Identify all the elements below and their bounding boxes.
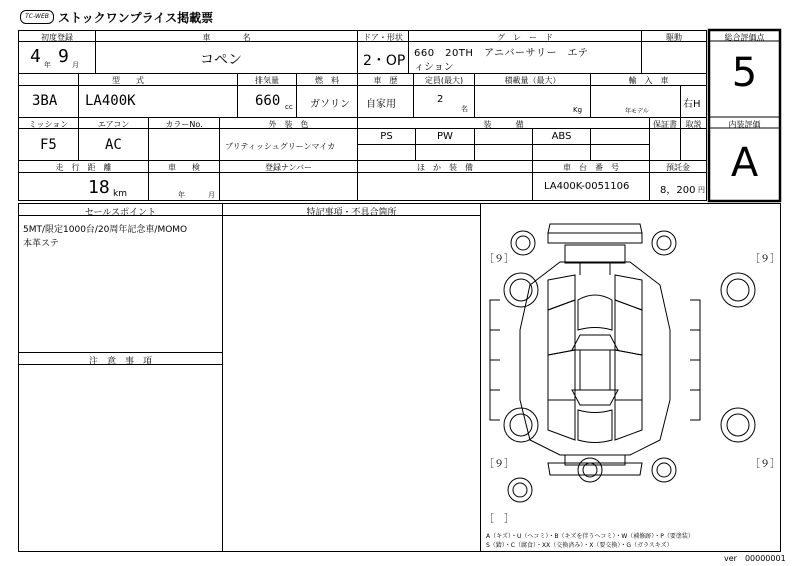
header [0, 0, 800, 30]
label-capacity: 定員(最大) [424, 76, 464, 85]
label-fuel: 燃 料 [315, 76, 339, 85]
insp-month-unit: 月 [208, 191, 215, 199]
legend-line-1: A（キズ）・U（ヘコミ）・B（キズを伴うヘコミ）・W（補修跡）・P（要塗装） [486, 533, 694, 540]
car-damage-diagram [490, 224, 755, 502]
steering-value: 右H [683, 99, 701, 110]
diagram-rear-left: ［９］ [484, 459, 514, 470]
mission-value: F5 [40, 137, 57, 153]
displacement-unit: cc [285, 103, 293, 111]
diagram-front-left: ［９］ [484, 254, 514, 265]
equip-abs: ABS [551, 131, 572, 142]
label-chassis-no: 車 台 番 号 [563, 163, 619, 172]
label-other-equipment: ほ か 装 備 [417, 163, 473, 172]
label-reg-number: 登録ナンバー [264, 163, 313, 172]
diagram-front-right: ［９］ [750, 254, 780, 265]
legend-line-2: S（錆）・C（腐食）・XX（交換済み）・X（要交換）・G（ガラスキズ） [486, 542, 673, 549]
label-import: 輸 入 車 [628, 76, 669, 85]
label-equipment: 装 備 [483, 120, 524, 129]
diagram-rear-right: ［９］ [750, 459, 780, 470]
displacement-value: 660 [255, 93, 281, 109]
label-mission: ミッション [28, 120, 69, 129]
label-manual: 取説 [685, 120, 702, 129]
diagram-spare: ［ ］ [484, 514, 514, 525]
label-first-reg: 初度登録 [41, 33, 73, 42]
equip-ps: PS [380, 131, 393, 142]
label-drive: 駆動 [666, 33, 682, 42]
fuel-value: ガソリン [310, 99, 350, 110]
model-code: LA400K [85, 93, 136, 109]
label-color-no: カラーNo. [165, 120, 203, 129]
label-caution: 注 意 事 項 [88, 357, 152, 367]
label-interior-score: 内装評価 [728, 120, 761, 129]
interior-score: A [730, 140, 759, 186]
insp-year-unit: 年 [178, 191, 185, 199]
label-reserve-fee: 預託金 [666, 163, 690, 172]
overall-score: 5 [731, 50, 758, 96]
label-history: 車 歴 [373, 76, 398, 85]
capacity-unit: 名 [461, 105, 468, 113]
mileage-value: 18 [88, 177, 110, 198]
model-prefix: 3BA [32, 93, 58, 109]
reg-year-unit: 年 [44, 61, 51, 69]
label-mileage: 走 行 距 離 [55, 163, 112, 172]
equip-pw: PW [437, 131, 453, 142]
sales-point-line-2: 本革ステ [23, 239, 59, 249]
label-overall-score: 総合評価点 [724, 33, 765, 42]
label-name: 車 名 [202, 33, 251, 42]
label-exterior-color: 外 装 色 [268, 120, 309, 129]
reg-month-unit: 月 [72, 61, 79, 69]
label-special-notes: 特記事項・不具合箇所 [306, 208, 397, 218]
reg-month: 9 [58, 46, 69, 67]
reserve-fee-value: 8，200 [660, 185, 696, 196]
load-unit: Kg [573, 106, 583, 114]
history-value: 自家用 [366, 99, 396, 110]
label-sales-points: セールスポイント [84, 208, 157, 218]
label-warranty: 保証書 [653, 120, 677, 129]
capacity-value: 2 [437, 94, 444, 105]
doors-value: 2・OP [363, 53, 406, 69]
label-displacement: 排気量 [255, 76, 279, 85]
label-grade: グ レ ー ド [497, 33, 553, 42]
aircon-value: AC [105, 137, 122, 153]
reg-year: 4 [30, 46, 41, 67]
version-label: ver 00000001 [724, 554, 786, 563]
exterior-color-value: ブリティッシュグリーンマイカ [225, 142, 336, 151]
label-model: 型 式 [112, 76, 144, 85]
grade-line-1: 660 20TH アニバーサリー エテ [414, 48, 589, 59]
chassis-no-value: LA400K-0051106 [544, 181, 630, 192]
brand-logo: TC-WEB [20, 10, 54, 24]
mileage-unit: km [113, 189, 127, 199]
car-name: コペン [200, 52, 242, 68]
label-load: 積載量（最大） [504, 76, 561, 85]
label-inspection: 車 検 [168, 163, 200, 172]
yen-unit: 円 [698, 186, 705, 194]
label-aircon: エアコン [97, 120, 130, 129]
label-doors: ドア・形状 [363, 33, 403, 42]
grade-line-2: ィション [414, 62, 454, 73]
model-year-label: 年モデル [625, 108, 649, 115]
sales-point-line-1: 5MT/限定1000台/20周年記念車/MOMO [23, 225, 188, 235]
document-title: ストックワンプライス掲載票 [58, 11, 214, 25]
